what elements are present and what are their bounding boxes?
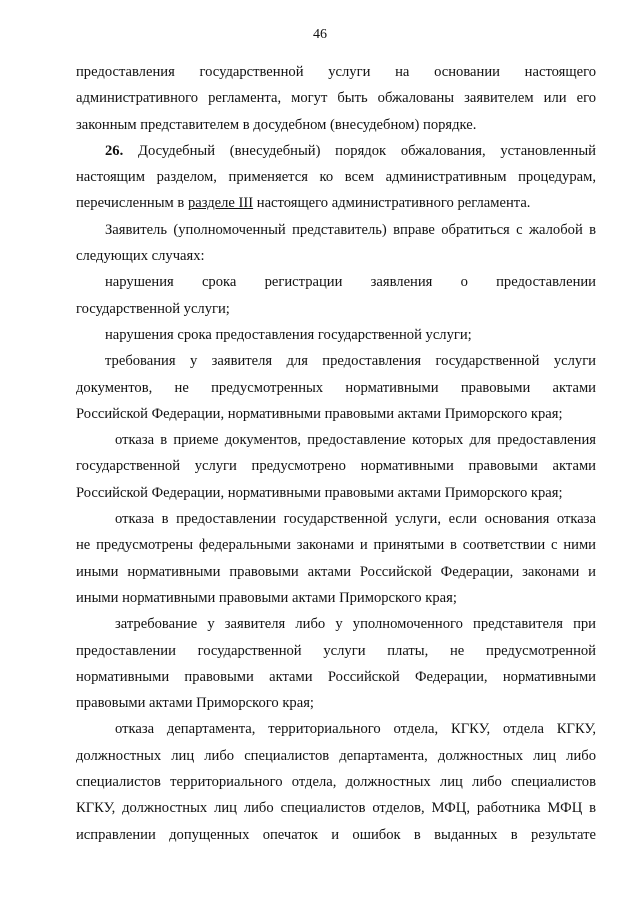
- list-item: [76, 716, 596, 847]
- list-item: [76, 427, 596, 506]
- text-line: нарушения срока предоставления государственной услуги;: [105, 326, 472, 343]
- text-line: перечисленным в разделе III настоящего административного регламента.: [76, 195, 531, 212]
- paragraph-appeal-intro: [76, 59, 596, 138]
- list-item: [76, 611, 596, 716]
- page-number: 46: [313, 27, 327, 42]
- clause-number: 26.: [105, 142, 124, 159]
- text-line: отказа департамента, территориального отдела, КГКУ, отдела КГКУ,: [115, 721, 596, 738]
- section-iii-link[interactable]: разделе III: [187, 195, 254, 212]
- text-line: специалистов территориального отдела, должностных лиц либо специалистов: [76, 774, 596, 791]
- list-item: [76, 348, 596, 427]
- paragraph-complaint-cases: [76, 217, 596, 270]
- text-line: КГКУ, должностных лиц либо специалистов отделов, МФЦ, работника МФЦ в: [76, 800, 596, 817]
- list-item: [76, 506, 596, 611]
- text-line: Российской Федерации, нормативными правовыми актами Приморского края;: [76, 405, 563, 422]
- text-line: Заявитель (уполномоченный представитель) вправе обратиться с жалобой в: [105, 221, 596, 238]
- document-body: [76, 59, 596, 848]
- text-line: законным представителем в досудебном (внесудебном) порядке.: [76, 116, 477, 133]
- text-line: нормативными правовыми актами Российской Федерации, нормативными: [76, 668, 596, 685]
- text-line: Российской Федерации, нормативными правовыми актами Приморского края;: [76, 484, 563, 501]
- text-line: 26. Досудебный (внесудебный) порядок обжалования, установленный: [105, 142, 596, 159]
- text-line: административного регламента, могут быть обжалованы заявителем или его: [76, 90, 596, 107]
- text-line: предоставления государственной услуги на основании настоящего: [76, 64, 596, 80]
- paragraph-26: [76, 138, 596, 217]
- text-line: документов, не предусмотренных нормативными правовыми актами: [76, 379, 596, 396]
- text-line: отказа в приеме документов, предоставление которых для предоставления: [115, 432, 596, 449]
- text-line: исправлении допущенных опечаток и ошибок в выданных в результате: [76, 826, 596, 843]
- list-item: [76, 269, 596, 322]
- text-line: предоставлении государственной услуги платы, не предусмотренной: [76, 642, 596, 659]
- text-line: не предусмотрены федеральными законами и принятыми в соответствии с ними: [76, 537, 596, 554]
- text-line: должностных лиц либо специалистов департамента, должностных лиц либо: [76, 747, 596, 764]
- text-line: нарушения срока регистрации заявления о предоставлении: [105, 274, 596, 291]
- text-line: требования у заявителя для предоставления государственной услуги: [105, 353, 596, 370]
- text-line: правовыми актами Приморского края;: [76, 695, 314, 712]
- text-line: государственной услуги предусмотрено нормативными правовыми актами: [76, 458, 596, 475]
- text-line: настоящим разделом, применяется ко всем административным процедурам,: [76, 169, 596, 186]
- list-item: [76, 322, 596, 348]
- text-line: отказа в предоставлении государственной услуги, если основания отказа: [115, 511, 596, 528]
- text-line: затребование у заявителя либо у уполномоченного представителя при: [115, 616, 596, 633]
- text-line: государственной услуги;: [76, 300, 230, 317]
- text-line: иными нормативными правовыми актами Приморского края;: [76, 589, 457, 606]
- text-line: иными нормативными правовыми актами Российской Федерации, законами и: [76, 563, 596, 580]
- text-line: следующих случаях:: [76, 248, 205, 265]
